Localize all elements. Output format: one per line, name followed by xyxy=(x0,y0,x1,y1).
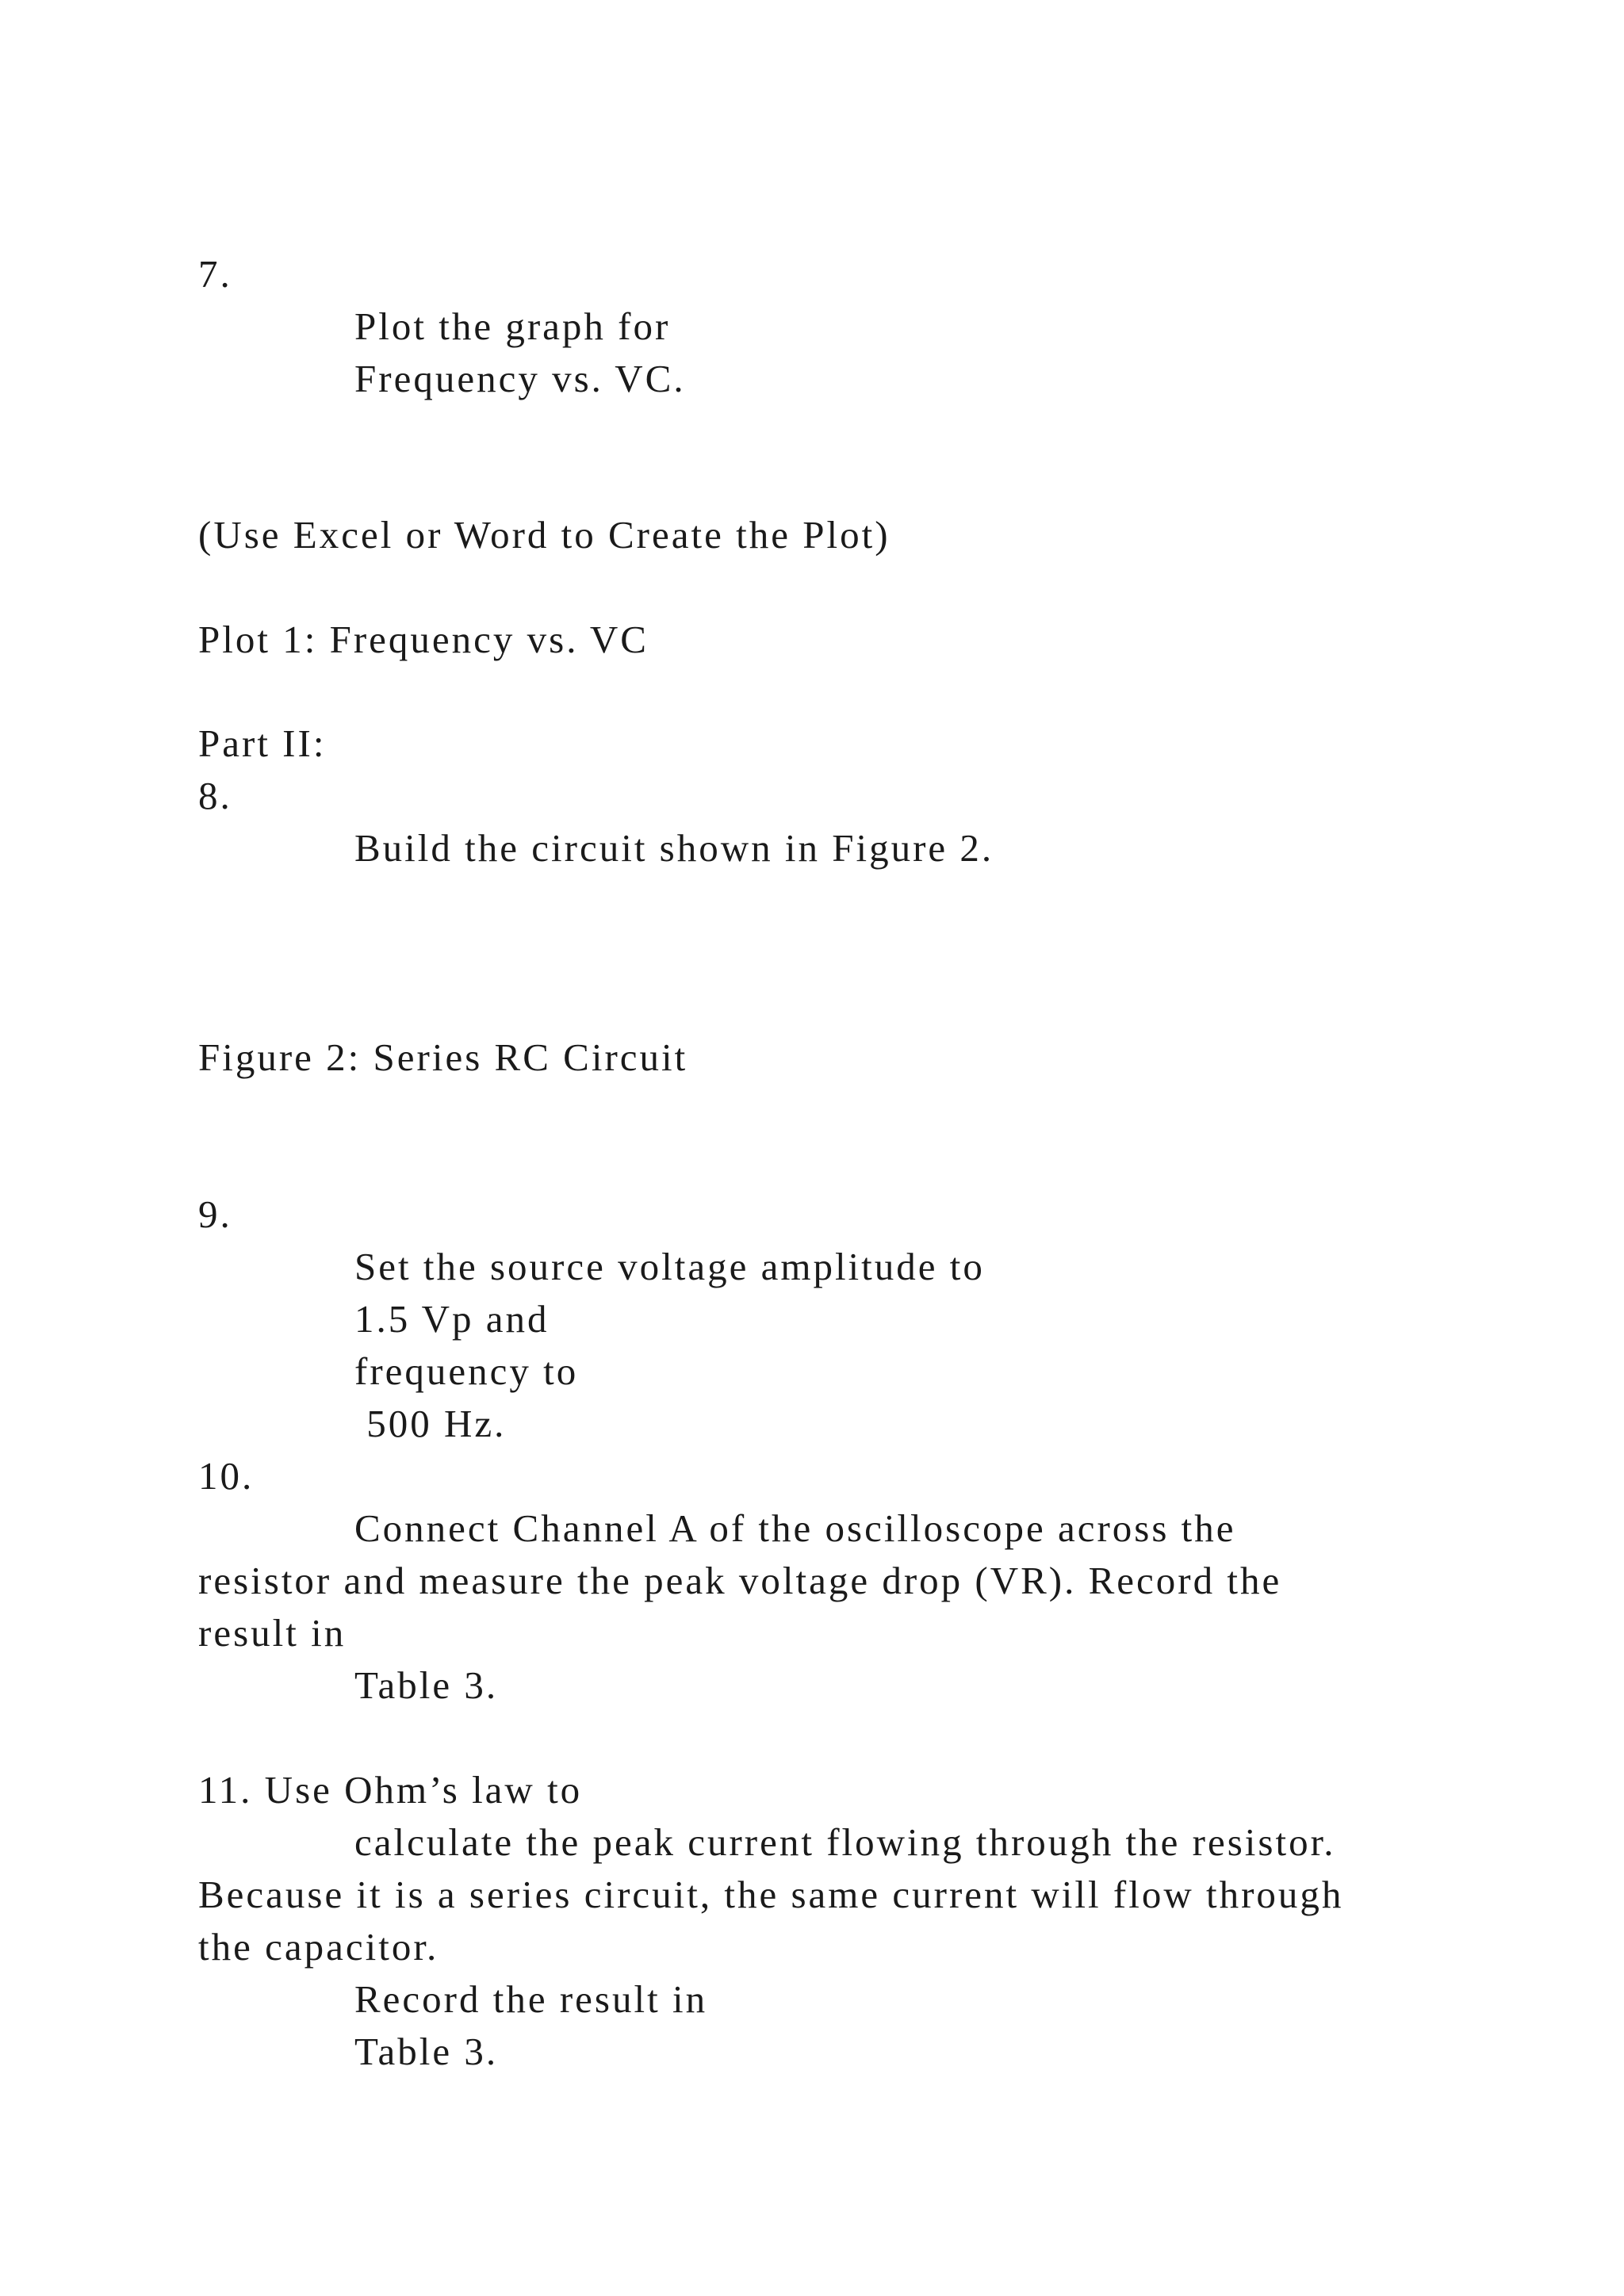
step-8-number: 8. xyxy=(198,774,232,817)
step-10-text-line-2: resistor and measure the peak voltage drop (VR). Record the xyxy=(198,1559,1282,1602)
step-7-number: 7. xyxy=(198,252,232,296)
step-7-text-line-2: Frequency vs. VC. xyxy=(354,357,686,400)
step-11-text-line-1: 11. Use Ohm’s law to xyxy=(198,1768,583,1812)
step-8-text-line-1: Build the circuit shown in Figure 2. xyxy=(354,826,994,870)
step-11-text-line-5: Record the result in xyxy=(354,1977,708,2021)
step-11-text-line-3: Because it is a series circuit, the same current will flow through xyxy=(198,1873,1344,1916)
step-11-text-line-2: calculate the peak current flowing through the resistor. xyxy=(354,1820,1336,1864)
step-9-text-line-4: 500 Hz. xyxy=(354,1402,507,1445)
step-9-number: 9. xyxy=(198,1192,232,1236)
step-9-text-line-2: 1.5 Vp and xyxy=(354,1297,550,1341)
figure-2-caption: Figure 2: Series RC Circuit xyxy=(198,1035,688,1079)
step-10-number: 10. xyxy=(198,1454,255,1498)
part-2-heading: Part II: xyxy=(198,721,327,765)
step-11-text-line-6: Table 3. xyxy=(354,2030,499,2073)
plot-1-caption: Plot 1: Frequency vs. VC xyxy=(198,618,649,661)
step-9-text-line-3: frequency to xyxy=(354,1349,579,1393)
step-7-text-line-1: Plot the graph for xyxy=(354,304,671,348)
step-11-text-line-4: the capacitor. xyxy=(198,1925,439,1969)
step-10-text-line-3: result in xyxy=(198,1611,347,1655)
step-10-text-line-4: Table 3. xyxy=(354,1663,499,1707)
step-10-text-line-1: Connect Channel A of the oscilloscope across the xyxy=(354,1506,1236,1550)
step-9-text-line-1: Set the source voltage amplitude to xyxy=(354,1245,985,1288)
plot-instruction: (Use Excel or Word to Create the Plot) xyxy=(198,513,891,557)
